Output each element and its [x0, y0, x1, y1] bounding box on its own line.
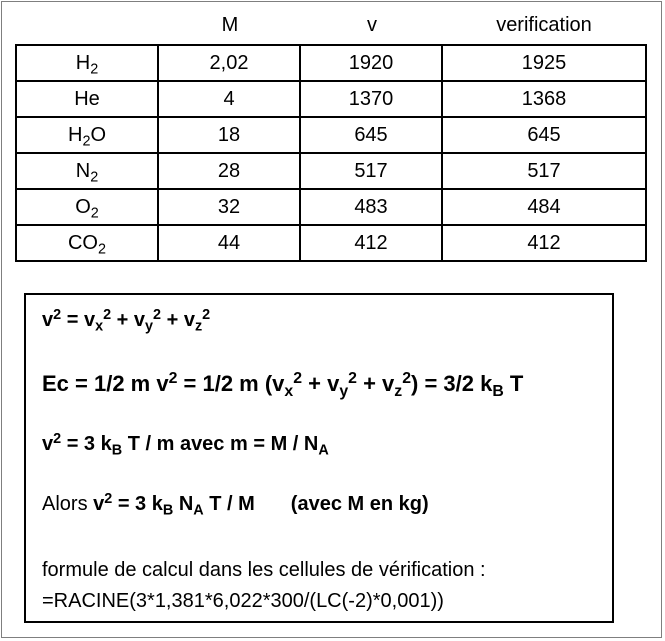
- gas-name-cell: He: [16, 81, 158, 117]
- velocity-cell: 483: [300, 189, 442, 225]
- velocity-cell: 1920: [300, 45, 442, 81]
- molar-mass-cell: 32: [158, 189, 300, 225]
- molar-mass-cell: 44: [158, 225, 300, 261]
- verification-cell: 1368: [442, 81, 646, 117]
- molar-mass-cell: 2,02: [158, 45, 300, 81]
- gas-name-cell: $O_2$: [16, 189, 158, 225]
- formula-box: [24, 293, 614, 623]
- verification-cell: 517: [442, 153, 646, 189]
- formula-kinetic-energy: Ec = 1/2 m $v^2 = 1/2$ m $(v_x^2 + v_y^2 + v_z^2) = 3/2$ $k_B$ T: [42, 370, 524, 401]
- table-row: [16, 153, 646, 189]
- table-row: [16, 225, 646, 261]
- header-m: M: [221, 14, 239, 36]
- header-verification: verification: [496, 14, 592, 36]
- formula-velocity-squared: $v^2 = 3$ $k_B$ T / m avec $m = M / N_A$: [42, 430, 329, 459]
- gas-name-cell: $CO_2$: [16, 225, 158, 261]
- gas-name-cell: $H_2$: [16, 45, 158, 81]
- verification-cell: 484: [442, 189, 646, 225]
- gas-name-cell: $H_2O$: [16, 117, 158, 153]
- gas-name-cell: $N_2$: [16, 153, 158, 189]
- velocity-cell: 517: [300, 153, 442, 189]
- calculation-formula-label: formule de calcul dans les cellules de vérification :: [42, 559, 486, 581]
- molar-mass-cell: 4: [158, 81, 300, 117]
- verification-cell: 1925: [442, 45, 646, 81]
- molar-mass-cell: 18: [158, 117, 300, 153]
- calculation-formula: =RACINE(3*1,381*6,022*300/(LC(-2)*0,001)): [42, 590, 444, 612]
- molar-mass-cell: 28: [158, 153, 300, 189]
- table-row: [16, 81, 646, 117]
- velocity-cell: 645: [300, 117, 442, 153]
- verification-cell: 412: [442, 225, 646, 261]
- formula-alors: Alors $v^2 = 3$ $k_B$ $N_A$ T / M (avec M en kg): [42, 490, 429, 519]
- verification-cell: 645: [442, 117, 646, 153]
- header-v: v: [367, 14, 377, 36]
- table-row: [16, 117, 646, 153]
- formula-velocity-components: $v^2 = v_x^2 + v_y^2 + v_z^2$: [42, 306, 211, 335]
- gas-table: [15, 44, 647, 262]
- velocity-cell: 1370: [300, 81, 442, 117]
- table-row: [16, 45, 646, 81]
- table-header-row: [0, 14, 665, 44]
- gas-table-body: [16, 45, 646, 261]
- velocity-cell: 412: [300, 225, 442, 261]
- table-row: [16, 189, 646, 225]
